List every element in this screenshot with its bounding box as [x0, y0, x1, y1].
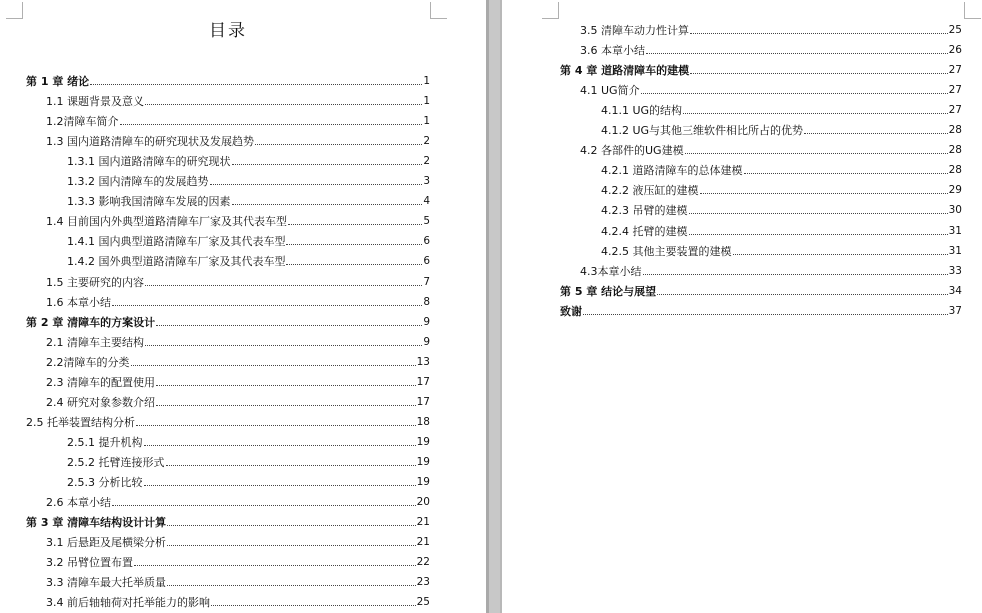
dot-leader — [286, 244, 422, 245]
toc-entry-page-number: 27 — [948, 84, 962, 97]
toc-entry-label: 2.5.2 托臂连接形式 — [67, 455, 165, 469]
toc-entry-label: 2.3 清障车的配置使用 — [46, 375, 155, 389]
dot-leader — [211, 605, 416, 606]
dot-leader — [646, 53, 948, 54]
toc-entry-label: 4.3本章小结 — [580, 264, 642, 278]
dot-leader — [733, 254, 948, 255]
toc-entry-page-number: 26 — [948, 44, 962, 57]
toc-entry-label: 3.4 前后轴轴荷对托举能力的影响 — [46, 596, 210, 610]
toc-entry[interactable] — [46, 335, 430, 349]
dot-leader — [583, 314, 948, 315]
dot-leader — [156, 325, 422, 326]
toc-entry[interactable] — [580, 23, 962, 37]
toc-entry-label: 2.2清障车的分类 — [46, 355, 130, 369]
toc-entry-label: 1.3 国内道路清障车的研究现状及发展趋势 — [46, 135, 254, 149]
toc-entry-label: 第 4 章 道路清障车的建模 — [560, 64, 690, 78]
dot-leader — [690, 33, 948, 34]
toc-entry-page-number: 9 — [423, 335, 430, 348]
dot-leader — [156, 405, 416, 406]
toc-entry-label: 1.4.2 国外典型道路清障车厂家及其代表车型 — [67, 255, 286, 269]
dot-leader — [156, 385, 416, 386]
toc-entry[interactable] — [67, 475, 430, 489]
toc-entry-label: 2.5.1 提升机构 — [67, 435, 143, 449]
toc-entry-page-number: 28 — [948, 144, 962, 157]
dot-leader — [232, 204, 423, 205]
toc-entry[interactable] — [601, 224, 962, 238]
toc-entry-page-number: 28 — [948, 124, 962, 137]
dot-leader — [90, 84, 422, 85]
toc-entry-page-number: 27 — [948, 104, 962, 117]
toc-entry[interactable] — [67, 174, 430, 188]
toc-entry-label: 4.2.1 道路清障车的总体建模 — [601, 164, 743, 178]
toc-entry[interactable] — [46, 375, 430, 389]
toc-entry[interactable] — [601, 163, 962, 177]
dot-leader — [112, 305, 422, 306]
toc-entry-label: 3.6 本章小结 — [580, 44, 645, 58]
dot-leader — [744, 173, 948, 174]
toc-entry[interactable] — [26, 315, 430, 329]
dot-leader — [689, 213, 948, 214]
toc-entry[interactable] — [601, 123, 962, 137]
toc-entry[interactable] — [46, 535, 430, 549]
toc-entry-page-number: 21 — [416, 516, 430, 529]
toc-entry[interactable] — [46, 275, 430, 289]
toc-entry[interactable] — [26, 74, 430, 88]
toc-entry[interactable] — [580, 83, 962, 97]
toc-entry-page-number: 22 — [416, 556, 430, 569]
dot-leader — [131, 365, 416, 366]
toc-entry-label: 1.4.1 国内典型道路清障车厂家及其代表车型 — [67, 235, 286, 249]
toc-entry-label: 4.2.3 吊臂的建模 — [601, 204, 688, 218]
dot-leader — [145, 345, 422, 346]
toc-page-right — [502, 0, 982, 613]
dot-leader — [690, 73, 947, 74]
dot-leader — [167, 545, 416, 546]
page-corner-mark — [542, 2, 559, 19]
toc-entry-page-number: 1 — [423, 115, 430, 128]
toc-entry-label: 致谢 — [560, 304, 582, 318]
dot-leader — [657, 294, 947, 295]
page-corner-mark — [964, 2, 981, 19]
toc-entry-page-number: 19 — [416, 455, 430, 468]
toc-entry-label: 第 1 章 绪论 — [26, 75, 90, 88]
toc-entry-page-number: 9 — [423, 315, 430, 328]
toc-entry[interactable] — [46, 595, 430, 609]
toc-entry[interactable] — [601, 103, 962, 117]
toc-entry-page-number: 7 — [423, 275, 430, 288]
dot-leader — [700, 193, 948, 194]
toc-entry-page-number: 31 — [948, 224, 962, 237]
toc-entry[interactable] — [67, 234, 430, 248]
dot-leader — [167, 585, 416, 586]
dot-leader — [255, 144, 422, 145]
dot-leader — [145, 285, 422, 286]
toc-entry-page-number: 30 — [948, 204, 962, 217]
toc-entry-label: 1.5 主要研究的内容 — [46, 275, 144, 289]
toc-entry-label: 1.6 本章小结 — [46, 295, 111, 309]
toc-entry-page-number: 37 — [948, 304, 962, 317]
toc-entry-label: 1.1 课题背景及意义 — [46, 95, 144, 109]
toc-entry-label: 1.2清障车简介 — [46, 115, 119, 129]
dot-leader — [145, 104, 422, 105]
toc-entry-page-number: 6 — [423, 235, 430, 248]
toc-entry-label: 4.2.4 托臂的建模 — [601, 224, 688, 238]
toc-entry-page-number: 5 — [423, 215, 430, 228]
dot-leader — [643, 274, 948, 275]
toc-entry[interactable] — [46, 114, 430, 128]
toc-entry[interactable] — [26, 515, 430, 529]
toc-entry[interactable] — [67, 194, 430, 208]
toc-entry-label: 2.5.3 分析比较 — [67, 476, 143, 489]
toc-entry-page-number: 18 — [416, 415, 430, 428]
toc-entry[interactable] — [601, 244, 962, 258]
toc-entry[interactable] — [46, 134, 430, 148]
toc-entry-page-number: 33 — [948, 264, 962, 277]
toc-entry-label: 2.6 本章小结 — [46, 496, 111, 510]
dot-leader — [683, 113, 948, 114]
toc-entry-label: 4.2.5 其他主要装置的建模 — [601, 244, 732, 258]
toc-entry-page-number: 17 — [416, 395, 430, 408]
toc-entry-page-number: 3 — [423, 175, 430, 188]
toc-entry[interactable] — [560, 284, 962, 298]
dot-leader — [641, 93, 948, 94]
toc-entry-label: 第 5 章 结论与展望 — [560, 284, 657, 298]
page-gutter — [486, 0, 502, 613]
toc-entry[interactable] — [67, 254, 430, 268]
toc-entry-page-number: 6 — [423, 255, 430, 268]
toc-entry-page-number: 8 — [423, 295, 430, 308]
dot-leader — [210, 184, 423, 185]
dot-leader — [685, 153, 948, 154]
toc-entry-page-number: 28 — [948, 164, 962, 177]
toc-entry-label: 4.1 UG简介 — [580, 84, 640, 98]
dot-leader — [136, 425, 416, 426]
toc-entry-page-number: 20 — [416, 496, 430, 509]
dot-leader — [134, 565, 416, 566]
toc-entry[interactable] — [46, 555, 430, 569]
toc-entry-label: 1.4 目前国内外典型道路清障车厂家及其代表车型 — [46, 215, 287, 229]
toc-entry[interactable] — [601, 203, 962, 217]
toc-entry-label: 第 3 章 清障车结构设计计算 — [26, 516, 167, 530]
toc-entry-page-number: 25 — [948, 24, 962, 36]
toc-entry[interactable] — [580, 43, 962, 57]
toc-entry[interactable] — [46, 575, 430, 589]
toc-entry-page-number: 19 — [416, 476, 430, 488]
toc-entry-label: 1.3.3 影响我国清障车发展的因素 — [67, 195, 231, 209]
toc-entry[interactable] — [580, 264, 962, 278]
toc-entry-page-number: 2 — [423, 135, 430, 148]
toc-entry[interactable] — [46, 214, 430, 228]
toc-entry[interactable] — [67, 435, 430, 449]
toc-entry-label: 2.5 托举装置结构分析 — [26, 415, 135, 429]
dot-leader — [286, 264, 422, 265]
toc-entry-label: 3.3 清障车最大托举质量 — [46, 576, 166, 590]
dot-leader — [120, 124, 423, 125]
toc-entry-label: 4.1.1 UG的结构 — [601, 104, 683, 118]
toc-entry-label: 3.5 清障车动力性计算 — [580, 24, 689, 37]
toc-entry[interactable] — [67, 154, 430, 168]
dot-leader — [232, 164, 423, 165]
dot-leader — [112, 505, 416, 506]
toc-entry-label: 4.2.2 液压缸的建模 — [601, 184, 699, 198]
dot-leader — [288, 224, 422, 225]
toc-entry[interactable] — [46, 295, 430, 309]
toc-entry[interactable] — [67, 455, 430, 469]
toc-entry[interactable] — [46, 94, 430, 108]
toc-entry-label: 第 2 章 清障车的方案设计 — [26, 315, 156, 329]
toc-entry-label: 1.3.2 国内清障车的发展趋势 — [67, 175, 209, 189]
toc-entry-page-number: 4 — [423, 195, 430, 208]
dot-leader — [804, 133, 948, 134]
toc-entry-page-number: 1 — [423, 95, 430, 108]
dot-leader — [166, 465, 416, 466]
toc-entry-page-number: 29 — [948, 184, 962, 197]
toc-entry[interactable] — [560, 63, 962, 77]
toc-entry-page-number: 23 — [416, 576, 430, 589]
toc-entry-page-number: 17 — [416, 375, 430, 388]
toc-entry-page-number: 2 — [423, 155, 430, 168]
toc-entry[interactable] — [601, 183, 962, 197]
toc-entry[interactable] — [46, 355, 430, 369]
toc-title: 目录 — [209, 21, 247, 41]
dot-leader — [167, 525, 415, 526]
toc-entry-label: 4.2 各部件的UG建模 — [580, 144, 684, 158]
toc-entry-label: 1.3.1 国内道路清障车的研究现状 — [67, 155, 231, 169]
toc-entry-label: 3.1 后悬距及尾横梁分析 — [46, 536, 166, 550]
toc-entry-label: 4.1.2 UG与其他三维软件相比所占的优势 — [601, 124, 804, 138]
toc-entry-page-number: 34 — [948, 284, 962, 297]
toc-entry-page-number: 13 — [416, 355, 430, 368]
dot-leader — [144, 485, 416, 486]
dot-leader — [689, 234, 948, 235]
toc-entry-page-number: 31 — [948, 244, 962, 257]
toc-entry-page-number: 27 — [948, 64, 962, 77]
dot-leader — [144, 445, 416, 446]
toc-entry[interactable] — [560, 304, 962, 318]
toc-entry-page-number: 1 — [423, 75, 430, 87]
toc-entry-page-number: 21 — [416, 536, 430, 549]
toc-entry-page-number: 25 — [416, 596, 430, 609]
toc-entry[interactable] — [46, 495, 430, 509]
toc-page-left — [0, 0, 486, 613]
toc-entry-page-number: 19 — [416, 435, 430, 448]
toc-entry-label: 2.1 清障车主要结构 — [46, 335, 144, 349]
toc-entry-label: 3.2 吊臂位置布置 — [46, 556, 133, 570]
toc-entry[interactable] — [26, 415, 430, 429]
toc-entry[interactable] — [46, 395, 430, 409]
toc-entry-label: 2.4 研究对象参数介绍 — [46, 395, 155, 409]
toc-entry[interactable] — [580, 143, 962, 157]
